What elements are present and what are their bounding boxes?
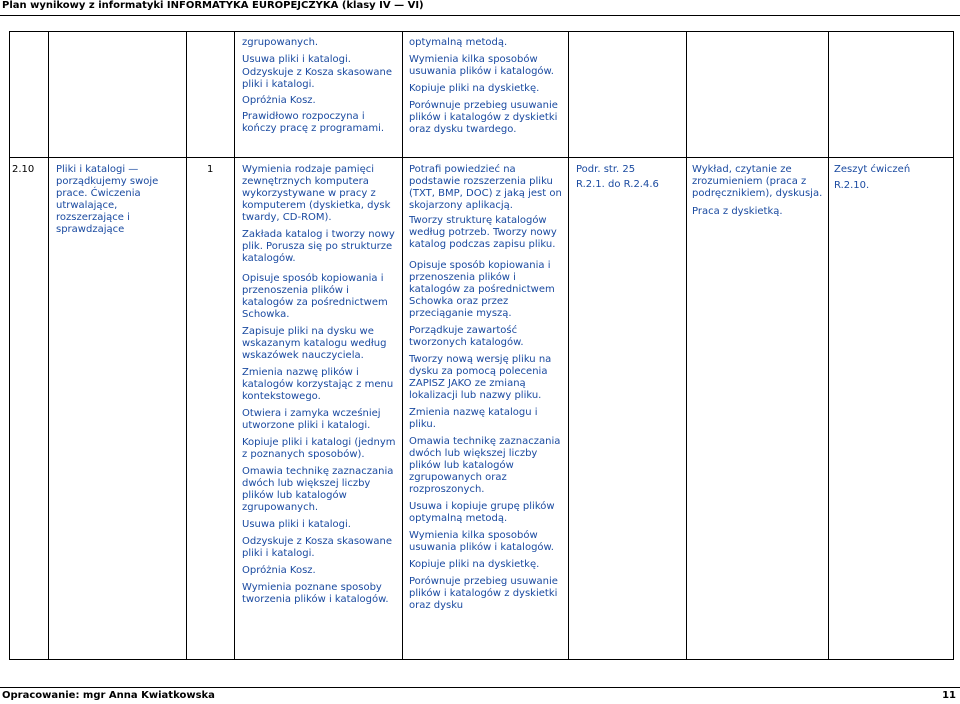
requirement-item: Zmienia nazwę plików i katalogów korzystając z menu kontekstowego. xyxy=(242,367,394,402)
requirement-item: zgrupowanych. xyxy=(242,37,319,48)
requirement-item: Zakłada katalog i tworzy nowy plik. Porusza się po strukturze katalogów. xyxy=(242,229,395,264)
lesson-hours: 1 xyxy=(207,164,214,175)
requirement-item: optymalną metodą. xyxy=(409,37,508,48)
top-row-extended-requirements xyxy=(409,37,564,141)
requirement-item: Prawidłowo rozpoczyna i kończy pracę z programami. xyxy=(242,111,385,134)
requirement-item: Wymienia poznane sposoby tworzenia plików i katalogów. xyxy=(242,582,389,605)
table-border-top xyxy=(9,31,954,32)
top-row-basic-requirements xyxy=(242,37,397,140)
table-border-left xyxy=(9,31,10,660)
requirement-item: Otwiera i zamyka wcześniej utworzone pliki i katalogi. xyxy=(242,408,381,431)
notebook-title: Zeszyt ćwiczeń xyxy=(834,164,911,175)
header-title: Plan wynikowy z informatyki INFORMATYKA EUROPEJCZYKA (klasy IV — VI) xyxy=(2,0,424,11)
requirement-item: Kopiuje pliki na dyskietkę. xyxy=(409,559,540,570)
requirement-item: Wymienia kilka sposobów usuwania plików i katalogów. xyxy=(409,54,554,77)
page-number: 11 xyxy=(942,690,956,701)
requirement-item: Usuwa pliki i katalogi. xyxy=(242,54,351,65)
method-item: Wykład, czytanie ze zrozumieniem (praca z podręcznikiem), dyskusja. xyxy=(692,164,823,199)
requirement-item: Opróżnia Kosz. xyxy=(242,565,316,576)
requirement-item: Usuwa pliki i katalogi. xyxy=(242,519,351,530)
table-border-bottom xyxy=(9,659,954,660)
requirement-item: Kopiuje pliki i katalogi (jednym z poznanych sposobów). xyxy=(242,437,396,460)
textbook-pages: Podr. str. 25 xyxy=(576,164,636,175)
notebook-reference xyxy=(834,164,950,197)
page-footer xyxy=(0,687,960,704)
extended-requirements xyxy=(409,164,565,617)
requirement-item: Potrafi powiedzieć na podstawie rozszerzenia pliku (TXT, BMP, DOC) z jaką jest on skojarzony aplikacją. xyxy=(409,164,562,211)
requirement-item: Porządkuje zawartość tworzonych katalogów. xyxy=(409,325,524,348)
basic-requirements xyxy=(242,164,400,611)
requirement-item: Odzyskuje z Kosza skasowane pliki i katalogi. xyxy=(242,536,392,559)
table-row-divider xyxy=(9,157,954,158)
requirement-item: Opróżnia Kosz. xyxy=(242,95,316,106)
table-border-right xyxy=(953,31,954,660)
lesson-topic: Pliki i katalogi — porządkujemy swoje prace. Ćwiczenia utrwalające, rozszerzające i sprawdzające xyxy=(56,164,159,235)
teaching-methods xyxy=(692,164,824,223)
textbook-chapters: R.2.1. do R.2.4.6 xyxy=(576,179,659,190)
requirement-item: Odzyskuje z Kosza skasowane pliki i katalogi. xyxy=(242,67,392,90)
method-item: Praca z dyskietką. xyxy=(692,206,783,217)
requirement-item: Opisuje sposób kopiowania i przenoszenia plików i katalogów za pośrednictwem Schowka oraz przez przeciąganie myszą. xyxy=(409,260,555,319)
requirement-item: Tworzy nową wersję pliku na dysku za pomocą polecenia ZAPISZ JAKO ze zmianą lokalizacji lub nazwy pliku. xyxy=(409,354,552,401)
col-divider-7 xyxy=(828,31,829,660)
textbook-reference xyxy=(576,164,682,196)
col-divider-1 xyxy=(48,31,49,660)
requirement-item: Wymienia kilka sposobów usuwania plików i katalogów. xyxy=(409,530,554,553)
requirement-item: Usuwa i kopiuje grupę plików optymalną metodą. xyxy=(409,501,555,524)
notebook-section: R.2.10. xyxy=(834,180,870,191)
requirement-item: Porównuje przebieg usuwanie plików i katalogów z dyskietki oraz dysku twardego. xyxy=(409,100,558,135)
requirement-item: Zmienia nazwę katalogu i pliku. xyxy=(409,407,538,430)
col-divider-6 xyxy=(686,31,687,660)
requirement-item: Omawia technikę zaznaczania dwóch lub większej liczby plików lub katalogów zgrupowanych. xyxy=(242,466,394,513)
lesson-number: 2.10 xyxy=(12,164,35,175)
footer-author: Opracowanie: mgr Anna Kwiatkowska xyxy=(2,690,215,701)
col-divider-2 xyxy=(186,31,187,660)
requirement-item: Opisuje sposób kopiowania i przenoszenia plików i katalogów za pośrednictwem Schowka. xyxy=(242,273,388,320)
requirement-item: Zapisuje pliki na dysku we wskazanym katalogu według wskazówek nauczyciela. xyxy=(242,326,387,361)
col-divider-5 xyxy=(568,31,569,660)
requirement-item: Kopiuje pliki na dyskietkę. xyxy=(409,83,540,94)
requirement-item: Wymienia rodzaje pamięci zewnętrznych komputera wykorzystywane w pracy z komputerem (dyskietka, dysk twardy, CD-ROM). xyxy=(242,164,391,223)
page-header xyxy=(0,0,960,16)
col-divider-4 xyxy=(402,31,403,660)
requirement-item: Tworzy strukturę katalogów według potrzeb. Tworzy nowy katalog podczas zapisu pliku. xyxy=(409,215,557,250)
requirement-item: Omawia technikę zaznaczania dwóch lub większej liczby plików lub katalogów zgrupowanych oraz rozproszonych. xyxy=(409,436,561,495)
col-divider-3 xyxy=(234,31,235,660)
requirement-item: Porównuje przebieg usuwanie plików i katalogów z dyskietki oraz dysku xyxy=(409,576,558,611)
